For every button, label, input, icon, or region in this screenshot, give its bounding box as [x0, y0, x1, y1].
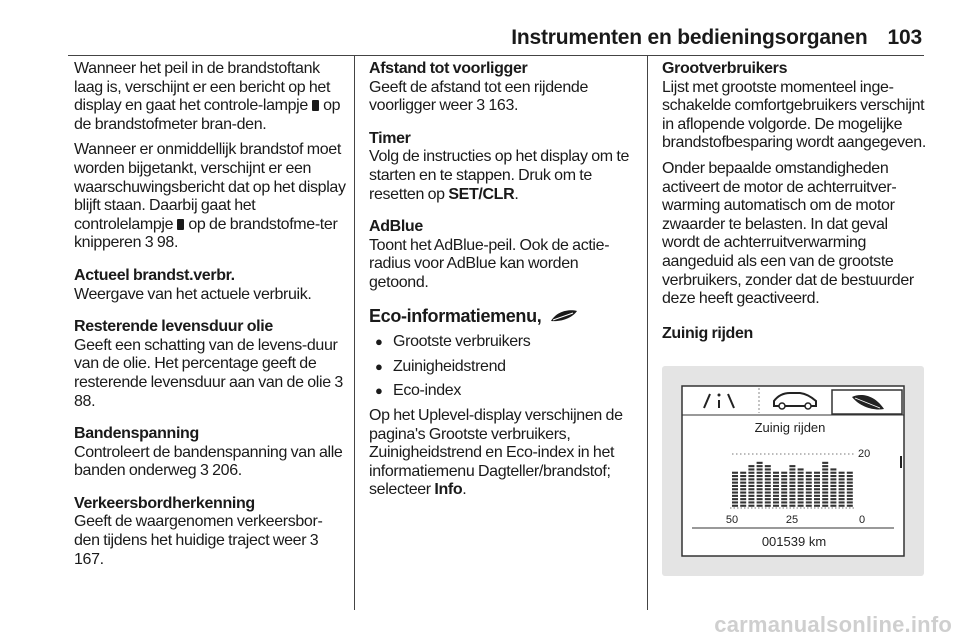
paragraph: Wanneer het peil in de brandstoftank laag is, verschijnt er een bericht op het display en gaat het controle-lampje op de brandstofmeter bran-den.	[74, 60, 341, 133]
menu-name: Info	[434, 481, 463, 499]
bar-segment	[847, 485, 853, 487]
page-ref: 3 163.	[476, 97, 519, 115]
fuel-lamp-icon	[177, 219, 184, 230]
bar-segment	[814, 475, 820, 477]
paragraph: Wanneer er onmiddellijk brandstof moet worden bijgetankt, verschijnt er een waarschuwingsbericht dat op het display blijft staan. Daarbij gaat het controlelampje op de brandstofme-ter knipperen 3 98.	[74, 141, 346, 252]
bar-segment	[847, 505, 853, 507]
bar-segment	[847, 488, 853, 490]
bar-segment	[781, 485, 787, 487]
header-rule	[68, 55, 924, 56]
bar-segment	[773, 498, 779, 500]
section-title: Bandenspanning	[74, 425, 199, 443]
bar-segment	[740, 488, 746, 490]
bar-segment	[757, 465, 763, 467]
bar-segment	[773, 505, 779, 507]
bar-segment	[830, 478, 836, 480]
bar-segment	[806, 495, 812, 497]
bar-segment	[806, 482, 812, 484]
bar-segment	[839, 492, 845, 494]
bar-segment	[814, 498, 820, 500]
bar-segment	[847, 501, 853, 503]
bar-segment	[839, 472, 845, 474]
paragraph: Op het Uplevel-display verschijnen de pagina's Grootste verbruikers, Zuinigheidstrend en Eco-index in het informatiemenu Dagteller/brandstof; selecteer Info.	[369, 406, 623, 499]
fuel-lamp-icon	[312, 100, 319, 111]
bar-segment	[789, 492, 795, 494]
bar-segment	[757, 482, 763, 484]
column-divider-1	[354, 55, 355, 610]
bar-segment	[748, 501, 754, 503]
page-ref: 3 98.	[144, 234, 179, 252]
page-number: 103	[887, 26, 922, 49]
bar-segment	[773, 475, 779, 477]
bar-segment	[757, 495, 763, 497]
bar-segment	[822, 488, 828, 490]
bar-segment	[773, 482, 779, 484]
bar-segment	[798, 488, 804, 490]
display-title: Zuinig rijden	[754, 420, 826, 435]
bar-segment	[781, 492, 787, 494]
bar-segment	[773, 495, 779, 497]
bar-segment	[798, 482, 804, 484]
bar-segment	[798, 472, 804, 474]
bar-segment	[789, 505, 795, 507]
bar-segment	[822, 495, 828, 497]
paragraph: Volg de instructies op het display om te starten en te stappen. Druk om te resetten op SET/CLR.	[369, 148, 629, 203]
page-ref: 3 167.	[74, 532, 319, 568]
section-title: Actueel brandst.verbr.	[74, 266, 235, 284]
bar-segment	[830, 485, 836, 487]
bar-segment	[732, 472, 738, 474]
bar-segment	[830, 505, 836, 507]
bar-segment	[748, 498, 754, 500]
bar-segment	[806, 485, 812, 487]
bar-segment	[789, 478, 795, 480]
bar-segment	[789, 488, 795, 490]
bar-segment	[847, 482, 853, 484]
watermark: carmanualsonline.info	[714, 612, 952, 637]
bar-segment	[814, 482, 820, 484]
bar-segment	[781, 475, 787, 477]
list-item: ● Zuinigheidstrend	[369, 358, 637, 377]
bar-segment	[822, 462, 828, 464]
bar-segment	[781, 501, 787, 503]
bar-segment	[740, 498, 746, 500]
bar-segment	[798, 492, 804, 494]
bar-segment	[789, 472, 795, 474]
bar-segment	[765, 478, 771, 480]
section-title: Verkeersbordherkenning	[74, 494, 255, 512]
bar-segment	[789, 468, 795, 470]
bar-segment	[830, 475, 836, 477]
section-title: AdBlue	[369, 218, 423, 236]
bar-segment	[798, 485, 804, 487]
bar-segment	[789, 485, 795, 487]
bar-segment	[806, 478, 812, 480]
section-title: Timer	[369, 129, 411, 147]
bar-segment	[765, 501, 771, 503]
bar-segment	[740, 482, 746, 484]
bar-segment	[839, 501, 845, 503]
bar-segment	[765, 465, 771, 467]
bar-segment	[732, 478, 738, 480]
bar-segment	[822, 498, 828, 500]
bar-segment	[830, 495, 836, 497]
bar-segment	[757, 505, 763, 507]
paragraph: Onder bepaalde omstandigheden activeert de motor de achterruitver-warming automatisch om de motor zwaarder te belasten. In dat geval wordt de achterruitverwarming aangeduid als een van de grootste verbruikers, zonder dat de bestuurder deze heeft geactiveerd.	[662, 159, 914, 308]
bar-segment	[847, 498, 853, 500]
eco-display-illustration	[662, 366, 924, 576]
bar-segment	[830, 501, 836, 503]
bar-segment	[839, 488, 845, 490]
column-divider-2	[647, 55, 648, 610]
bar-segment	[757, 485, 763, 487]
bar-segment	[847, 478, 853, 480]
paragraph: Weergave van het actuele verbruik.	[74, 285, 312, 303]
bar-segment	[781, 505, 787, 507]
paragraph: Geeft een schatting van de levens-duur van de olie. Het percentage geeft de resterende levensduur aan van de olie 3 88.	[74, 336, 343, 410]
bar-segment	[830, 468, 836, 470]
bar-segment	[748, 468, 754, 470]
chapter-title: Instrumenten en bedieningsorganen	[511, 26, 868, 49]
bar-segment	[765, 488, 771, 490]
bar-segment	[757, 488, 763, 490]
odometer: 001539 km	[761, 534, 827, 549]
bar-segment	[757, 492, 763, 494]
bar-segment	[740, 505, 746, 507]
list-item: ● Eco-index	[369, 382, 637, 401]
y-axis-label: 20	[858, 448, 871, 460]
bar-segment	[765, 495, 771, 497]
scroll-indicator	[900, 456, 902, 468]
bar-segment	[814, 501, 820, 503]
section-title: Resterende levensduur olie	[74, 318, 273, 336]
bar-segment	[798, 498, 804, 500]
bar-segment	[814, 505, 820, 507]
bar-segment	[757, 472, 763, 474]
column-1	[74, 60, 346, 576]
bar-segment	[748, 475, 754, 477]
bar-segment	[806, 475, 812, 477]
paragraph: Toont het AdBlue-peil. Ook de actie-radius voor AdBlue kan worden getoond.	[369, 236, 610, 291]
bar-segment	[839, 482, 845, 484]
bar-segment	[773, 501, 779, 503]
bar-segment	[765, 498, 771, 500]
bar-segment	[757, 498, 763, 500]
bar-segment	[822, 465, 828, 467]
bar-segment	[757, 478, 763, 480]
page-ref: 3 206.	[199, 462, 242, 480]
bar-segment	[822, 472, 828, 474]
bar-segment	[757, 462, 763, 464]
bar-segment	[757, 468, 763, 470]
bar-segment	[822, 475, 828, 477]
bar-segment	[798, 468, 804, 470]
bar-segment	[740, 501, 746, 503]
bar-segment	[822, 501, 828, 503]
bar-segment	[773, 488, 779, 490]
bar-segment	[798, 505, 804, 507]
bar-segment	[757, 501, 763, 503]
bar-segment	[806, 492, 812, 494]
bar-segment	[839, 485, 845, 487]
bar-segment	[748, 485, 754, 487]
bar-segment	[765, 468, 771, 470]
page-ref: 3 88.	[74, 373, 343, 410]
bar-segment	[748, 488, 754, 490]
bar-segment	[789, 482, 795, 484]
bar-segment	[765, 475, 771, 477]
bar-segment	[748, 465, 754, 467]
bar-segment	[748, 505, 754, 507]
section-title: Afstand tot voorligger	[369, 60, 528, 77]
bar-segment	[814, 485, 820, 487]
bar-segment	[847, 475, 853, 477]
bar-segment	[822, 492, 828, 494]
bar-segment	[814, 472, 820, 474]
bar-segment	[806, 498, 812, 500]
bar-segment	[781, 488, 787, 490]
bar-segment	[789, 465, 795, 467]
bar-segment	[806, 488, 812, 490]
bar-segment	[773, 478, 779, 480]
bar-segment	[839, 505, 845, 507]
bar-segment	[740, 485, 746, 487]
bar-segment	[740, 472, 746, 474]
bar-segment	[748, 492, 754, 494]
eco-menu-heading: Eco-informatiemenu,	[369, 307, 637, 326]
button-name: SET/CLR	[448, 185, 515, 203]
bar-segment	[732, 488, 738, 490]
bar-segment	[732, 498, 738, 500]
bar-segment	[830, 492, 836, 494]
bar-segment	[748, 472, 754, 474]
bar-segment	[839, 478, 845, 480]
bar-segment	[789, 501, 795, 503]
bar-segment	[732, 505, 738, 507]
bar-segment	[822, 485, 828, 487]
bar-segment	[773, 472, 779, 474]
bar-segment	[740, 475, 746, 477]
section-title: Grootverbruikers	[662, 60, 788, 77]
bar-segment	[839, 498, 845, 500]
list-item: ● Grootste verbruikers	[369, 333, 637, 352]
bar-segment	[748, 478, 754, 480]
bar-segment	[781, 482, 787, 484]
x-axis-label: 25	[785, 514, 799, 526]
bar-segment	[806, 505, 812, 507]
bar-segment	[830, 488, 836, 490]
bar-segment	[732, 482, 738, 484]
bar-segment	[789, 495, 795, 497]
bar-segment	[798, 495, 804, 497]
eco-leaf-icon	[549, 309, 579, 323]
bar-segment	[732, 485, 738, 487]
bar-segment	[806, 472, 812, 474]
bar-segment	[847, 492, 853, 494]
bar-segment	[839, 495, 845, 497]
column-3	[662, 60, 928, 343]
bar-segment	[789, 498, 795, 500]
bar-segment	[781, 478, 787, 480]
bar-segment	[740, 478, 746, 480]
bar-segment	[806, 501, 812, 503]
bar-segment	[798, 478, 804, 480]
bar-segment	[814, 495, 820, 497]
bar-segment	[830, 482, 836, 484]
bar-segment	[814, 478, 820, 480]
bar-segment	[822, 478, 828, 480]
eco-menu-list	[369, 333, 637, 401]
bar-segment	[822, 505, 828, 507]
bar-segment	[765, 492, 771, 494]
bar-segment	[748, 495, 754, 497]
bar-segment	[773, 492, 779, 494]
page-header	[511, 26, 922, 50]
bar-segment	[798, 475, 804, 477]
bar-segment	[847, 472, 853, 474]
paragraph: Controleert de bandenspanning van alle banden onderweg 3 206.	[74, 443, 343, 480]
section-title: Zuinig rijden	[662, 324, 753, 342]
bar-segment	[830, 498, 836, 500]
bar-segment	[822, 468, 828, 470]
bar-segment	[781, 498, 787, 500]
bar-segment	[798, 501, 804, 503]
bar-segment	[732, 501, 738, 503]
bar-segment	[765, 485, 771, 487]
bar-segment	[732, 492, 738, 494]
display-svg	[662, 366, 924, 576]
paragraph: Geeft de waargenomen verkeersbor-den tijdens het huidige traject weer 3 167.	[74, 513, 323, 568]
bar-segment	[781, 472, 787, 474]
bar-segment	[732, 475, 738, 477]
bar-segment	[773, 485, 779, 487]
bar-segment	[839, 475, 845, 477]
column-2	[369, 60, 637, 507]
bar-segment	[748, 482, 754, 484]
bar-segment	[814, 492, 820, 494]
paragraph: Lijst met grootste momenteel inge-schakelde comfortgebruikers verschijnt in aflopende volgorde. De mogelijke brandstofbesparing wordt aangegeven.	[662, 78, 926, 152]
bar-segment	[765, 505, 771, 507]
bar-segment	[847, 495, 853, 497]
bar-segment	[732, 495, 738, 497]
x-axis-label: 50	[725, 514, 739, 526]
bar-segment	[789, 475, 795, 477]
bar-segment	[740, 492, 746, 494]
bar-segment	[814, 488, 820, 490]
bar-segment	[830, 472, 836, 474]
bar-segment	[757, 475, 763, 477]
bar-segment	[740, 495, 746, 497]
bar-segment	[822, 482, 828, 484]
paragraph: Geeft de afstand tot een rijdende voorligger weer 3 163.	[369, 78, 589, 115]
bar-segment	[765, 482, 771, 484]
bar-segment	[765, 472, 771, 474]
x-axis-label: 0	[858, 514, 866, 526]
bar-segment	[781, 495, 787, 497]
